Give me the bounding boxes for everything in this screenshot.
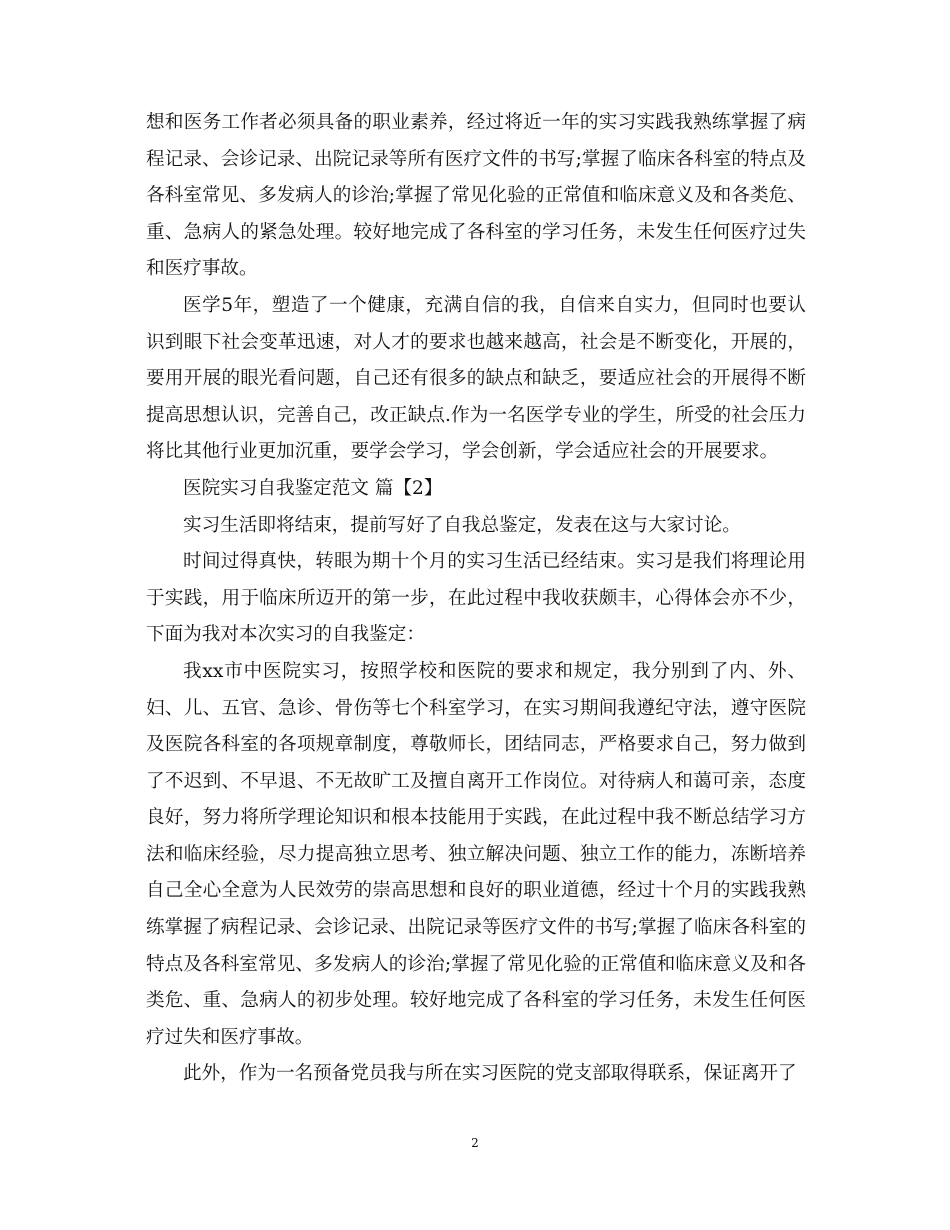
section-heading: 医院实习自我鉴定范文 篇【2】 [183,477,443,499]
document-body [146,105,806,1093]
paragraph-party: 此外，作为一名预备党员我与所在实习医院的党支部取得联系，保证离开了 [183,1063,797,1085]
paragraph-continuation: 想和医务工作者必须具备的职业素养，经过将近一年的实习实践我熟练掌握了病程记录、会诊记录、出院记录等所有医疗文件的书写;掌握了临床各科室的特点及各科室常见、多发病人的诊治;掌握了常见化验的正常值和临床意义及和各类危、重、急病人的紧急处理。较好地完成了各科室的学习任务，未发生任何医疗过失和医疗事故。 [146,112,806,280]
paragraph-summary: 医学5年，塑造了一个健康，充满自信的我，自信来自实力，但同时也要认识到眼下社会变革迅速，对人才的要求也越来越高，社会是不断变化，开展的，要用开展的眼光看问题，自己还有很多的缺点和缺乏，要适应社会的开展得不断提高思想认识，完善自己，改正缺点.作为一名医学专业的学生，所受的社会压力将比其他行业更加沉重，要学会学习，学会创新，学会适应社会的开展要求。 [146,294,806,463]
page-number: 2 [471,1136,479,1150]
paragraph-time: 时间过得真快，转眼为期十个月的实习生活已经结束。实习是我们将理论用于实践，用于临床所迈开的第一步，在此过程中我收获颇丰，心得体会亦不少，下面为我对本次实习的自我鉴定： [146,551,806,646]
paragraph-intro: 实习生活即将结束，提前写好了自我总鉴定，发表在这与大家讨论。 [183,514,741,536]
paragraph-internship: 我xx市中医院实习，按照学校和医院的要求和规定，我分别到了内、外、妇、儿、五官、急诊、骨伤等七个科室学习，在实习期间我遵纪守法，遵守医院及医院各科室的各项规章制度，尊敬师长，团结同志，严格要求自己，努力做到了不迟到、不早退、不无故旷工及擅自离开工作岗位。对待病人和蔼可亲，态度良好，努力将所学理论知识和根本技能用于实践，在此过程中我不断总结学习方法和临床经验，尽力提高独立思考、独立解决问题、独立工作的能力，冻断培养自己全心全意为人民效劳的崇高思想和良好的职业道德，经过十个月的实践我熟练掌握了病程记录、会诊记录、出院记录等医疗文件的书写;掌握了临床各科室的特点及各科室常见、多发病人的诊治;掌握了常见化验的正常值和临床意义及和各类危、重、急病人的初步处理。较好地完成了各科室的学习任务，未发生任何医疗过失和医疗事故。 [146,660,806,1048]
